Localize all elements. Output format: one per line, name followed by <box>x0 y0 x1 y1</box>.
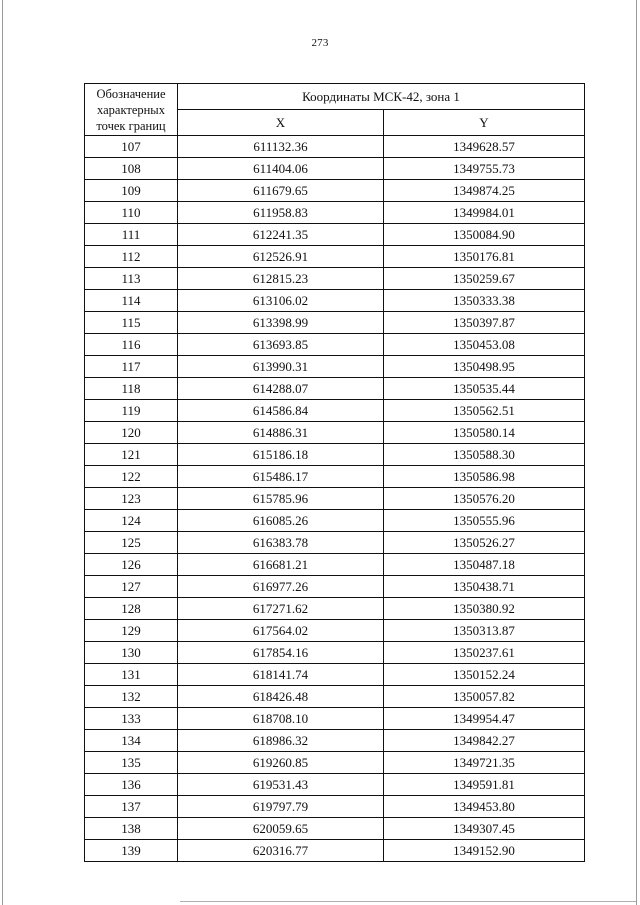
y-column-header: Y <box>384 110 585 136</box>
y-cell: 1349152.90 <box>384 840 585 862</box>
point-cell: 109 <box>85 180 178 202</box>
point-designation-header-line: характерных <box>97 102 165 117</box>
y-cell: 1350397.87 <box>384 312 585 334</box>
point-cell: 136 <box>85 774 178 796</box>
table-row <box>85 180 585 202</box>
table-row <box>85 158 585 180</box>
y-cell: 1350084.90 <box>384 224 585 246</box>
x-cell: 616383.78 <box>178 532 384 554</box>
point-cell: 113 <box>85 268 178 290</box>
point-cell: 126 <box>85 554 178 576</box>
y-cell: 1350498.95 <box>384 356 585 378</box>
x-cell: 614886.31 <box>178 422 384 444</box>
point-cell: 123 <box>85 488 178 510</box>
point-cell: 119 <box>85 400 178 422</box>
y-cell: 1349628.57 <box>384 136 585 158</box>
table-row <box>85 598 585 620</box>
table-row <box>85 356 585 378</box>
table-row <box>85 620 585 642</box>
point-cell: 117 <box>85 356 178 378</box>
page-border-right <box>636 0 637 905</box>
x-cell: 611404.06 <box>178 158 384 180</box>
point-cell: 108 <box>85 158 178 180</box>
table-row <box>85 378 585 400</box>
page-border-left <box>2 0 3 905</box>
table-header-row <box>85 84 585 110</box>
point-cell: 107 <box>85 136 178 158</box>
point-designation-header-line: Обозначение <box>96 86 166 101</box>
x-cell: 617854.16 <box>178 642 384 664</box>
x-cell: 614288.07 <box>178 378 384 400</box>
x-cell: 611132.36 <box>178 136 384 158</box>
table-row <box>85 642 585 664</box>
table-row <box>85 708 585 730</box>
point-cell: 115 <box>85 312 178 334</box>
point-cell: 130 <box>85 642 178 664</box>
table-row <box>85 400 585 422</box>
y-cell: 1349591.81 <box>384 774 585 796</box>
x-cell: 612526.91 <box>178 246 384 268</box>
y-cell: 1350526.27 <box>384 532 585 554</box>
y-cell: 1350562.51 <box>384 400 585 422</box>
table-row <box>85 686 585 708</box>
point-cell: 134 <box>85 730 178 752</box>
y-cell: 1349721.35 <box>384 752 585 774</box>
table-row <box>85 576 585 598</box>
table-row <box>85 510 585 532</box>
y-cell: 1349755.73 <box>384 158 585 180</box>
table-row <box>85 532 585 554</box>
x-cell: 618141.74 <box>178 664 384 686</box>
x-cell: 617271.62 <box>178 598 384 620</box>
x-cell: 616085.26 <box>178 510 384 532</box>
x-cell: 619797.79 <box>178 796 384 818</box>
y-cell: 1350333.38 <box>384 290 585 312</box>
y-cell: 1350380.92 <box>384 598 585 620</box>
table-row <box>85 840 585 862</box>
table-row <box>85 466 585 488</box>
page-border-bottom <box>180 901 636 902</box>
table-row <box>85 796 585 818</box>
y-cell: 1350259.67 <box>384 268 585 290</box>
point-designation-header-line: точек границ <box>96 118 166 133</box>
y-cell: 1349874.25 <box>384 180 585 202</box>
y-cell: 1350453.08 <box>384 334 585 356</box>
x-cell: 618986.32 <box>178 730 384 752</box>
y-cell: 1349453.80 <box>384 796 585 818</box>
point-designation-header <box>85 84 178 136</box>
x-column-header: X <box>178 110 384 136</box>
x-cell: 617564.02 <box>178 620 384 642</box>
table-row <box>85 202 585 224</box>
x-cell: 616681.21 <box>178 554 384 576</box>
y-cell: 1349984.01 <box>384 202 585 224</box>
x-cell: 615785.96 <box>178 488 384 510</box>
point-cell: 138 <box>85 818 178 840</box>
x-cell: 619260.85 <box>178 752 384 774</box>
page-number: 273 <box>311 37 329 49</box>
x-cell: 618708.10 <box>178 708 384 730</box>
y-cell: 1350237.61 <box>384 642 585 664</box>
table-row <box>85 664 585 686</box>
y-cell: 1350535.44 <box>384 378 585 400</box>
point-cell: 133 <box>85 708 178 730</box>
y-cell: 1350152.24 <box>384 664 585 686</box>
x-cell: 615486.17 <box>178 466 384 488</box>
y-cell: 1350438.71 <box>384 576 585 598</box>
y-cell: 1350487.18 <box>384 554 585 576</box>
table-row <box>85 752 585 774</box>
x-cell: 618426.48 <box>178 686 384 708</box>
y-cell: 1349307.45 <box>384 818 585 840</box>
coordinates-system-header: Координаты МСК-42, зона 1 <box>178 84 585 110</box>
table-row <box>85 422 585 444</box>
y-cell: 1350586.98 <box>384 466 585 488</box>
table-row <box>85 312 585 334</box>
point-cell: 112 <box>85 246 178 268</box>
point-cell: 125 <box>85 532 178 554</box>
x-cell: 612241.35 <box>178 224 384 246</box>
x-cell: 616977.26 <box>178 576 384 598</box>
x-cell: 619531.43 <box>178 774 384 796</box>
point-cell: 124 <box>85 510 178 532</box>
point-cell: 131 <box>85 664 178 686</box>
point-cell: 122 <box>85 466 178 488</box>
point-cell: 116 <box>85 334 178 356</box>
table-body <box>85 136 585 862</box>
table-row <box>85 246 585 268</box>
y-cell: 1350588.30 <box>384 444 585 466</box>
table-row <box>85 488 585 510</box>
table-row <box>85 290 585 312</box>
point-cell: 128 <box>85 598 178 620</box>
table-row <box>85 444 585 466</box>
x-cell: 611679.65 <box>178 180 384 202</box>
point-cell: 114 <box>85 290 178 312</box>
x-cell: 613693.85 <box>178 334 384 356</box>
x-cell: 620059.65 <box>178 818 384 840</box>
point-cell: 120 <box>85 422 178 444</box>
y-cell: 1350313.87 <box>384 620 585 642</box>
x-cell: 612815.23 <box>178 268 384 290</box>
point-cell: 121 <box>85 444 178 466</box>
y-cell: 1350176.81 <box>384 246 585 268</box>
point-cell: 111 <box>85 224 178 246</box>
coordinates-table <box>84 83 585 862</box>
y-cell: 1349954.47 <box>384 708 585 730</box>
y-cell: 1350555.96 <box>384 510 585 532</box>
x-cell: 620316.77 <box>178 840 384 862</box>
y-cell: 1350580.14 <box>384 422 585 444</box>
point-cell: 137 <box>85 796 178 818</box>
y-cell: 1350576.20 <box>384 488 585 510</box>
table-row <box>85 334 585 356</box>
table-row <box>85 224 585 246</box>
x-cell: 615186.18 <box>178 444 384 466</box>
y-cell: 1350057.82 <box>384 686 585 708</box>
x-cell: 611958.83 <box>178 202 384 224</box>
table-row <box>85 730 585 752</box>
table-row <box>85 774 585 796</box>
y-cell: 1349842.27 <box>384 730 585 752</box>
point-cell: 118 <box>85 378 178 400</box>
table-row <box>85 818 585 840</box>
table-row <box>85 268 585 290</box>
table-row <box>85 136 585 158</box>
point-cell: 132 <box>85 686 178 708</box>
point-cell: 129 <box>85 620 178 642</box>
point-cell: 135 <box>85 752 178 774</box>
x-cell: 613990.31 <box>178 356 384 378</box>
point-cell: 139 <box>85 840 178 862</box>
x-cell: 613398.99 <box>178 312 384 334</box>
x-cell: 613106.02 <box>178 290 384 312</box>
point-cell: 110 <box>85 202 178 224</box>
table-row <box>85 554 585 576</box>
x-cell: 614586.84 <box>178 400 384 422</box>
point-cell: 127 <box>85 576 178 598</box>
